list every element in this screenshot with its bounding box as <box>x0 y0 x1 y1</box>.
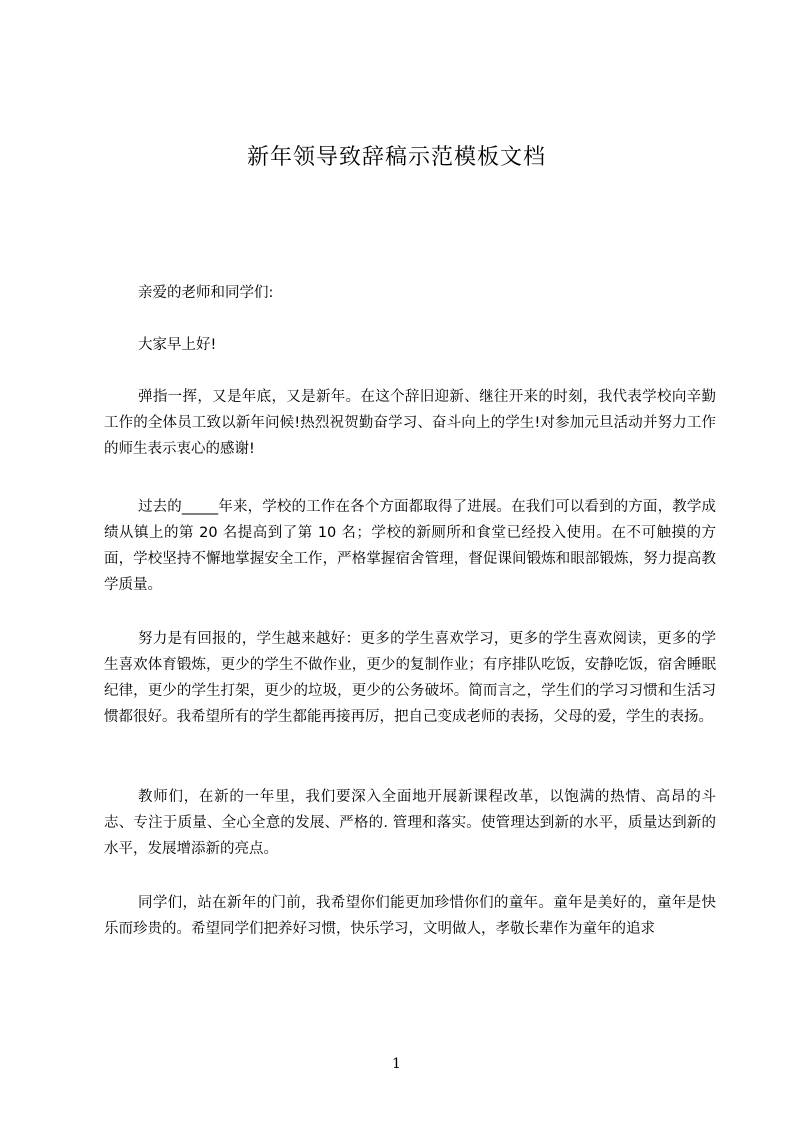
salutation-paragraph: 亲爱的老师和同学们: <box>138 285 274 301</box>
body-paragraph-2: 过去的_____年来，学校的工作在各个方面都取得了进展。在我们可以看到的方面，教学成绩从镇上的第 20 名提高到了第 10 名；学校的新厕所和食堂已经投入使用。在不可触摸的方面，学校坚持不懈地掌握安全工作，严格掌握宿舍管理，督促课间锻炼和眼部锻炼，努力提高教学质量。 <box>104 499 716 593</box>
body-paragraph-3: 努力是有回报的，学生越来越好：更多的学生喜欢学习，更多的学生喜欢阅读，更多的学生喜欢体育锻炼，更少的学生不做作业，更少的复制作业；有序排队吃饭，安静吃饭，宿舍睡眠纪律，更少的学生打架，更少的垃圾，更少的公务破坏。简而言之，学生们的学习习惯和生活习惯都很好。我希望所有的学生都能再接再厉，把自己变成老师的表扬，父母的爱，学生的表扬。 <box>104 631 716 725</box>
body-paragraph-4: 教师们，在新的一年里，我们要深入全面地开展新课程改革，以饱满的热情、高昂的斗志、专注于质量、全心全意的发展、严格的. 管理和落实。使管理达到新的水平，质量达到新的水平，发展增添新的亮点。 <box>104 789 716 857</box>
body-paragraph-1: 弹指一挥，又是年底，又是新年。在这个辞旧迎新、继往开来的时刻，我代表学校向辛勤工作的全体员工致以新年问候!热烈祝贺勤奋学习、奋斗向上的学生!对参加元旦活动并努力工作的师生表示衷心的感谢! <box>104 389 716 457</box>
document-title: 新年领导致辞稿示范模板文档 <box>246 145 546 170</box>
body-paragraph-5: 同学们，站在新年的门前，我希望你们能更加珍惜你们的童年。童年是美好的，童年是快乐而珍贵的。希望同学们把养好习惯，快乐学习，文明做人，孝敬长辈作为童年的追求 <box>104 895 716 937</box>
page-number: 1 <box>392 1056 401 1072</box>
greeting-paragraph: 大家早上好! <box>138 337 217 353</box>
